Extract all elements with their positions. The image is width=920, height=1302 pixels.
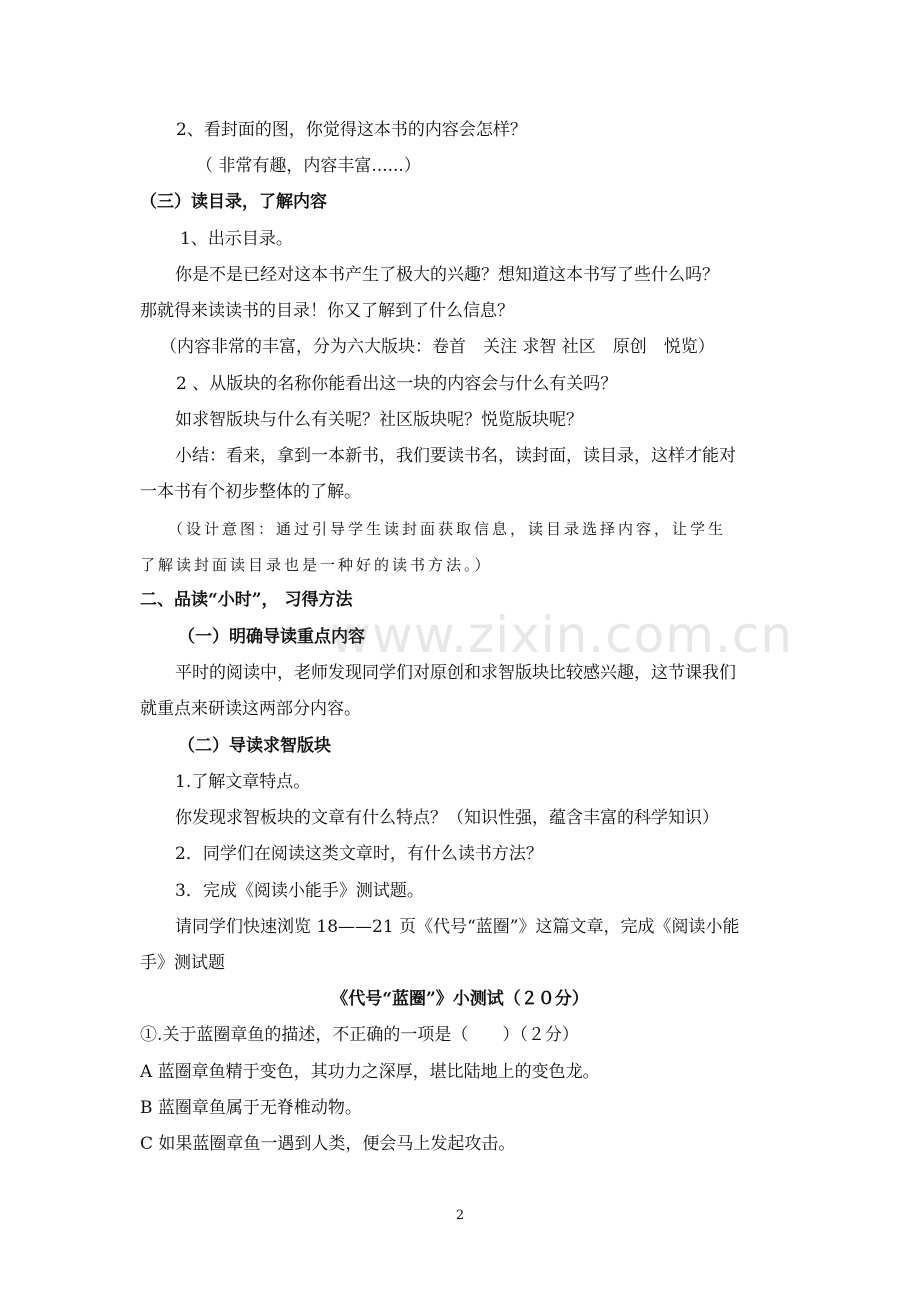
quiz-title: 《代号“蓝圈”》小测试（２０分） bbox=[331, 989, 589, 1009]
text-line: 就重点来研读这两部分内容。 bbox=[140, 699, 361, 719]
question-text: ①.关于蓝圈章鱼的描述，不正确的一项是（ ）（２分） bbox=[140, 1025, 579, 1045]
text-line: 一本书有个初步整体的了解。 bbox=[140, 482, 361, 502]
section-heading: （三）读目录，了解内容 bbox=[140, 192, 327, 212]
section-heading: （二）导读求智版块 bbox=[178, 736, 331, 756]
text-line: （设计意图：通过引导学生读封面获取信息，读目录选择内容，让学生 bbox=[168, 520, 727, 538]
text-line: 1.了解文章特点。 bbox=[175, 772, 311, 792]
answer-option-c: C 如果蓝圈章鱼一遇到人类，便会马上发起攻击。 bbox=[140, 1134, 516, 1154]
text-line: 那就得来读读书的目录！你又了解到了什么信息？ bbox=[140, 301, 514, 321]
answer-option-b: B 蓝圈章鱼属于无脊椎动物。 bbox=[140, 1098, 362, 1118]
text-line: 你发现求智板块的文章有什么特点？（知识性强，蕴含丰富的科学知识） bbox=[175, 808, 719, 828]
text-line: 如求智版块与什么有关呢？社区版块呢？悦览版块呢？ bbox=[175, 410, 583, 430]
text-line: （内容非常的丰富，分为六大版块：卷首 关注 求智 社区 原创 悦览） bbox=[160, 337, 715, 357]
text-line: 平时的阅读中，老师发现同学们对原创和求智版块比较感兴趣，这节课我们 bbox=[175, 663, 736, 683]
text-line: 2、看封面的图，你觉得这本书的内容会怎样？ bbox=[176, 120, 527, 140]
text-line: 请同学们快速浏览 18——21 页《代号“蓝圈”》这篇文章，完成《阅读小能 bbox=[175, 917, 740, 937]
text-line: 手》测试题 bbox=[140, 953, 225, 973]
answer-option-a: A 蓝圈章鱼精于变色，其功力之深厚，堪比陆地上的变色龙。 bbox=[140, 1062, 600, 1082]
text-line: 3．完成《阅读小能手》测试题。 bbox=[175, 881, 424, 901]
text-line: 小结：看来，拿到一本新书，我们要读书名，读封面，读目录，这样才能对 bbox=[175, 446, 736, 466]
page-number: 2 bbox=[455, 1208, 465, 1223]
section-heading: （一）明确导读重点内容 bbox=[178, 627, 365, 647]
text-line: （ 非常有趣，内容丰富......） bbox=[196, 156, 421, 176]
text-line: 1、出示目录。 bbox=[180, 229, 293, 249]
section-heading: 二、品读“小时”， 习得方法 bbox=[140, 590, 353, 610]
text-line: 你是不是已经对这本书产生了极大的兴趣？想知道这本书写了些什么吗？ bbox=[175, 265, 719, 285]
text-line: 2．同学们在阅读这类文章时，有什么读书方法？ bbox=[175, 844, 543, 864]
watermark: www.zixin.com.cn bbox=[330, 606, 794, 664]
text-line: 2 、从版块的名称你能看出这一块的内容会与什么有关吗？ bbox=[176, 374, 618, 394]
text-line: 了解读封面读目录也是一种好的读书方法。） bbox=[140, 556, 493, 574]
